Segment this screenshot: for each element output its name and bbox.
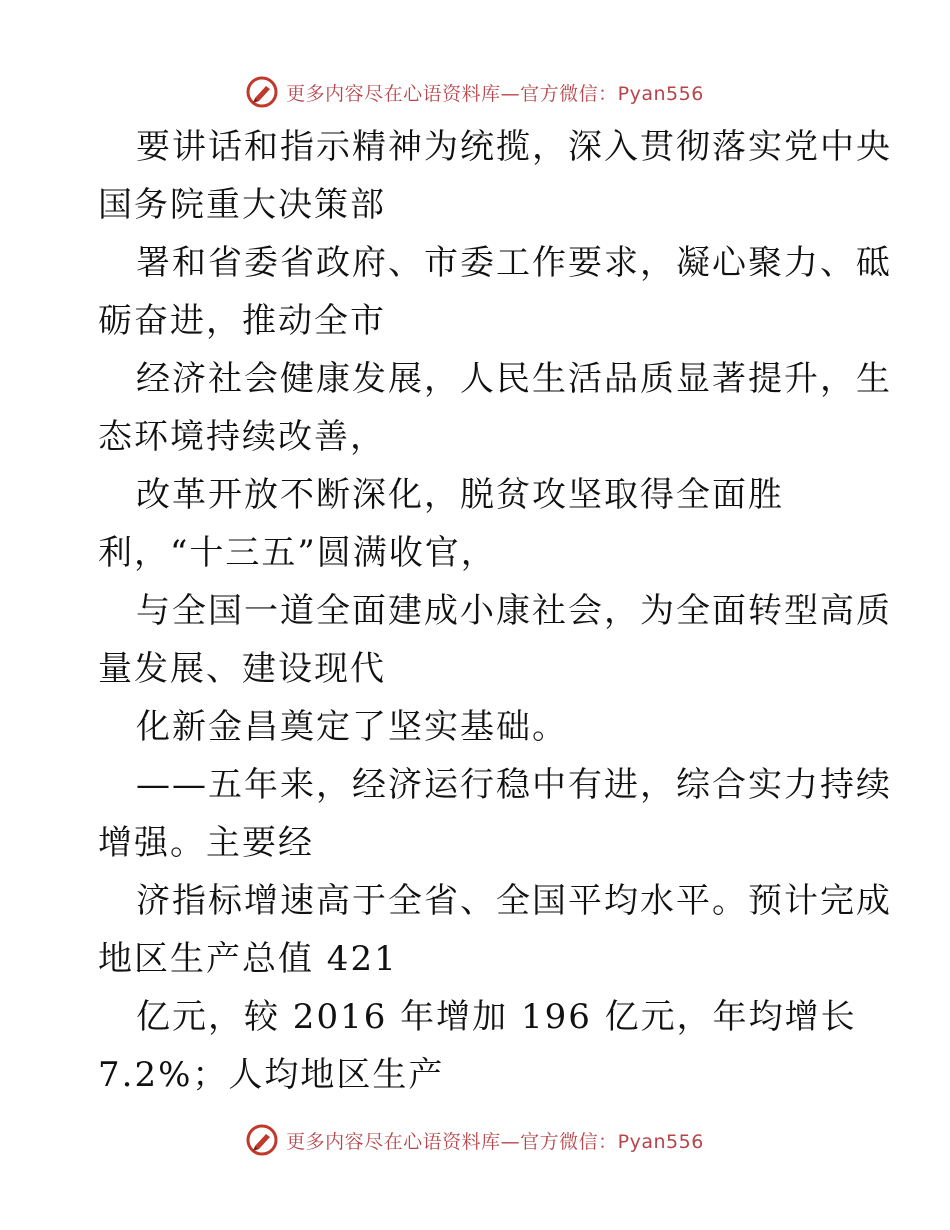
pen-logo-icon <box>246 1124 278 1156</box>
paragraph <box>98 350 892 466</box>
paragraph <box>98 988 858 1104</box>
paragraph <box>98 872 892 988</box>
pen-logo-icon <box>246 76 278 108</box>
paragraph-line: 利，“十三五”圆满收官， <box>98 533 497 573</box>
paragraph-line: 增强。主要经 <box>98 823 314 863</box>
paragraph-line: 量发展、建设现代 <box>98 649 386 689</box>
paragraph-line: 改革开放不断深化，脱贫攻坚取得全面胜 <box>136 475 784 515</box>
paragraph <box>98 698 858 756</box>
paragraph-line: 济指标增速高于全省、全国平均水平。预计完成 <box>136 881 892 921</box>
paragraph-line: 署和省委省政府、市委工作要求，凝心聚力、砥 <box>136 243 892 283</box>
paragraph-line: 要讲话和指示精神为统揽，深入贯彻落实党中央 <box>136 127 892 167</box>
paragraph-line: ——五年来，经济运行稳中有进，综合实力持续 <box>136 765 892 805</box>
watermark-bottom <box>0 1120 950 1160</box>
paragraph-line: 砺奋进，推动全市 <box>98 301 386 341</box>
paragraph-line: 7.2%；人均地区生产 <box>98 1055 445 1095</box>
paragraph-line: 国务院重大决策部 <box>98 185 386 225</box>
paragraph-line: 地区生产总值 421 <box>98 939 398 979</box>
paragraph-line: 化新金昌奠定了坚实基础。 <box>136 707 568 747</box>
paragraph-line: 亿元，较 2016 年增加 196 亿元，年均增长 <box>136 997 857 1037</box>
paragraph <box>98 234 892 350</box>
watermark-top <box>0 72 950 112</box>
paragraph-line: 态环境持续改善， <box>98 417 386 457</box>
paragraph <box>98 582 892 698</box>
document-body <box>98 118 892 1104</box>
paragraph-line: 经济社会健康发展，人民生活品质显著提升，生 <box>136 359 892 399</box>
paragraph <box>98 756 892 872</box>
watermark-text: 更多内容尽在心语资料库—官方微信：Pyan556 <box>286 82 704 105</box>
paragraph-line: 与全国一道全面建成小康社会，为全面转型高质 <box>136 591 892 631</box>
paragraph <box>98 466 858 582</box>
paragraph <box>98 118 892 234</box>
watermark-text: 更多内容尽在心语资料库—官方微信：Pyan556 <box>286 1130 704 1153</box>
